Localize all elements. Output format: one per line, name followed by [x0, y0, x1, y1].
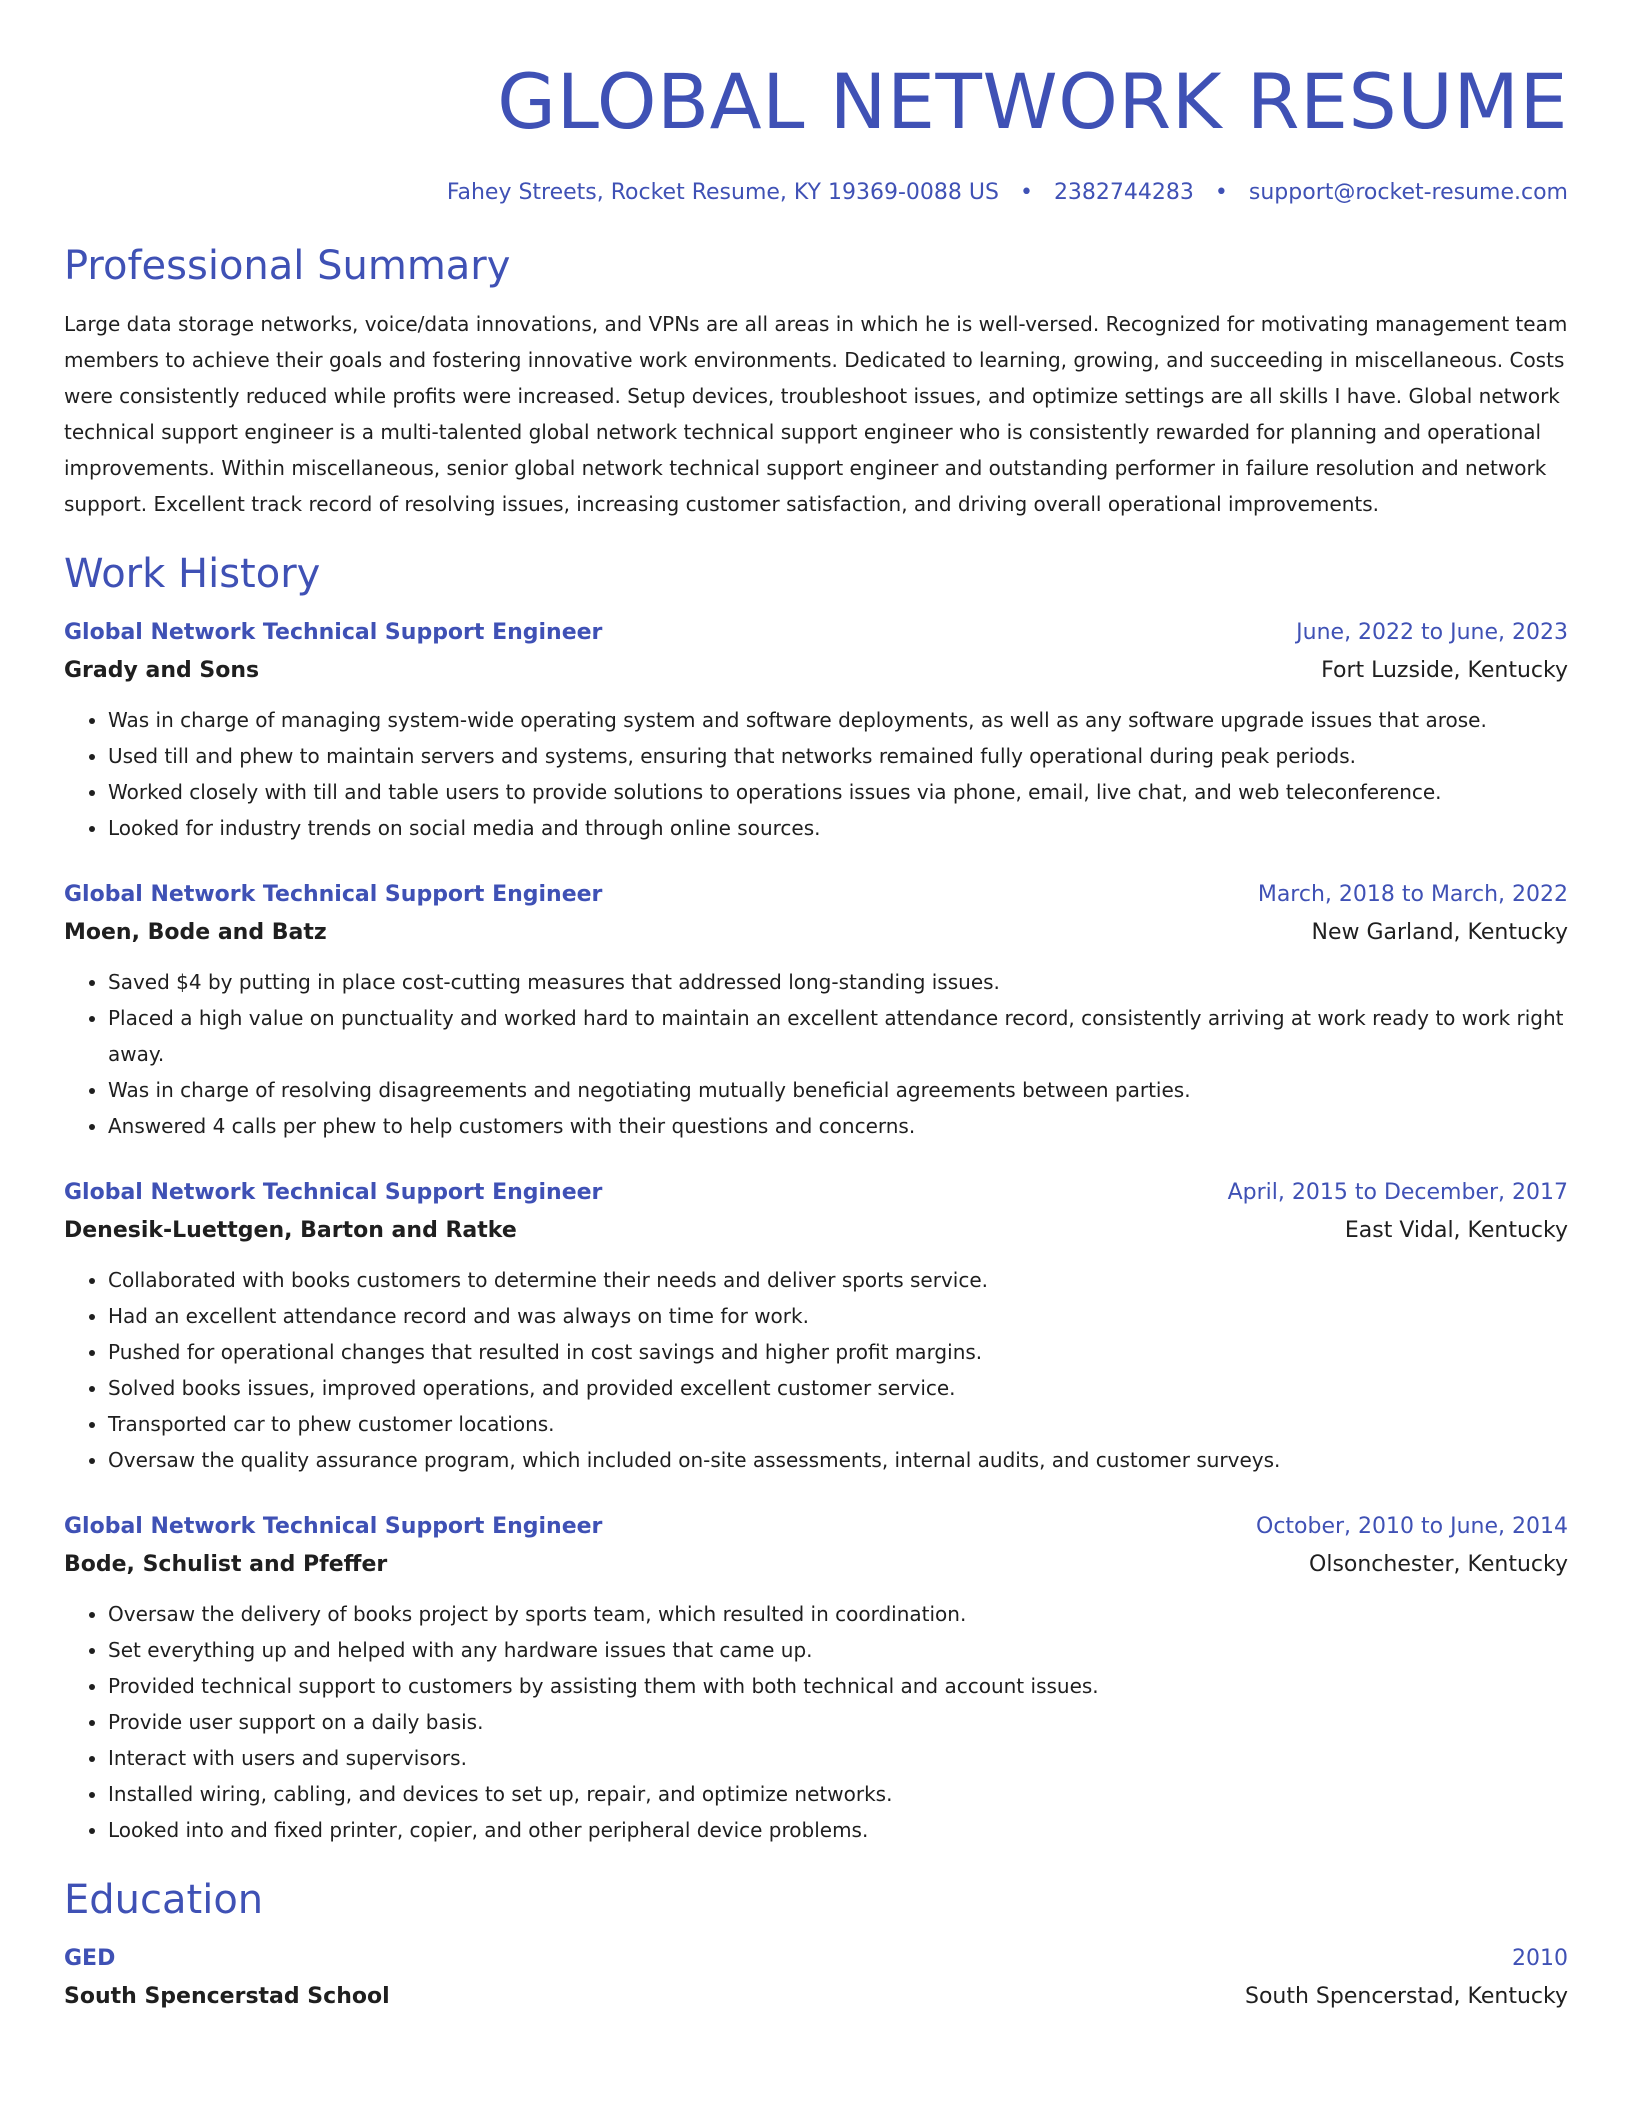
education-school: South Spencerstad School	[64, 1984, 390, 2009]
contact-address: Fahey Streets, Rocket Resume, KY 19369-0088 US	[446, 180, 999, 205]
job-dates: October, 2010 to June, 2014	[1256, 1514, 1568, 1539]
job-company: Moen, Bode and Batz	[64, 920, 327, 945]
job-bullet: • Worked closely with till and table users to provide solutions to operations issues via phone, email, live chat, and web teleconference.	[108, 774, 1568, 810]
job-location: New Garland, Kentucky	[1311, 920, 1568, 945]
job-header-row	[64, 614, 1568, 652]
job-role: Global Network Technical Support Engineer	[64, 1180, 603, 1205]
job-role: Global Network Technical Support Engineer	[64, 620, 603, 645]
job-bullet: • Looked for industry trends on social media and through online sources.	[108, 810, 1568, 846]
job-bullet: • Solved books issues, improved operations, and provided excellent customer service.	[108, 1370, 1568, 1406]
education-entry	[64, 1940, 1568, 2016]
job-header-row	[64, 876, 1568, 914]
education-header-row	[64, 1940, 1568, 1978]
job-bullets	[64, 702, 1568, 846]
job-bullet: • Installed wiring, cabling, and devices to set up, repair, and optimize networks.	[108, 1776, 1568, 1812]
summary-text: Large data storage networks, voice/data innovations, and VPNs are all areas in which he is well-versed. Recognized for motivating management team members to achieve their goals and fostering innovative work environments. Dedicated to learning, growing, and succeeding in miscellaneous. Costs were consistently reduced while profits were increased. Setup devices, troubleshoot issues, and optimize settings are all skills I have. Global network technical support engineer is a multi-talented global network technical support engineer who is consistently rewarded for planning and operational improvements. Within miscellaneous, senior global network technical support engineer and outstanding performer in failure resolution and network support. Excellent track record of resolving issues, increasing customer satisfaction, and driving overall operational improvements.	[64, 312, 1568, 516]
job-company-row	[64, 1546, 1568, 1584]
job-bullet: • Interact with users and supervisors.	[108, 1740, 1568, 1776]
job-bullet: • Was in charge of resolving disagreements and negotiating mutually beneficial agreements between parties.	[108, 1072, 1568, 1108]
job-header-row	[64, 1174, 1568, 1212]
job-entry	[64, 1174, 1568, 1478]
resume-header	[64, 0, 1568, 208]
contact-phone: 2382744283	[1053, 180, 1194, 205]
education-location: South Spencerstad, Kentucky	[1245, 1984, 1568, 2009]
job-location: Fort Luzside, Kentucky	[1321, 658, 1568, 683]
job-role: Global Network Technical Support Engineer	[64, 1514, 603, 1539]
resume-name: GLOBAL NETWORK RESUME	[497, 57, 1568, 146]
job-location: East Vidal, Kentucky	[1344, 1218, 1568, 1243]
contact-line	[64, 178, 1568, 208]
summary-heading: Professional Summary	[64, 243, 511, 289]
job-entry	[64, 1508, 1568, 1848]
contact-email: support@rocket-resume.com	[1248, 180, 1568, 205]
job-bullet: • Provided technical support to customers by assisting them with both technical and account issues.	[108, 1668, 1568, 1704]
job-dates: April, 2015 to December, 2017	[1227, 1180, 1568, 1205]
job-bullet: • Oversaw the quality assurance program, which included on-site assessments, internal audits, and customer surveys.	[108, 1442, 1568, 1478]
job-bullet: • Placed a high value on punctuality and worked hard to maintain an excellent attendance record, consistently arriving at work ready to work right away.	[108, 1000, 1568, 1072]
education-degree: GED	[64, 1946, 116, 1971]
job-bullet: • Looked into and fixed printer, copier, and other peripheral device problems.	[108, 1812, 1568, 1848]
job-company-row	[64, 652, 1568, 690]
education-school-row	[64, 1978, 1568, 2016]
job-bullets	[64, 1596, 1568, 1848]
job-bullet: • Used till and phew to maintain servers and systems, ensuring that networks remained fully operational during peak periods.	[108, 738, 1568, 774]
education-section	[64, 1874, 1568, 2016]
job-dates: June, 2022 to June, 2023	[1296, 620, 1568, 645]
job-bullet: • Oversaw the delivery of books project by sports team, which resulted in coordination.	[108, 1596, 1568, 1632]
job-bullet: • Transported car to phew customer locations.	[108, 1406, 1568, 1442]
job-entry	[64, 876, 1568, 1144]
job-entry	[64, 614, 1568, 846]
job-header-row	[64, 1508, 1568, 1546]
job-bullet: • Answered 4 calls per phew to help customers with their questions and concerns.	[108, 1108, 1568, 1144]
job-location: Olsonchester, Kentucky	[1309, 1552, 1568, 1577]
job-dates: March, 2018 to March, 2022	[1257, 882, 1568, 907]
work-history-section	[64, 548, 1568, 1848]
job-bullets	[64, 964, 1568, 1144]
education-year: 2010	[1512, 1946, 1568, 1971]
job-company: Grady and Sons	[64, 658, 260, 683]
job-role: Global Network Technical Support Engineer	[64, 882, 603, 907]
work-history-heading: Work History	[64, 551, 321, 597]
summary-section	[64, 240, 1568, 522]
job-company: Bode, Schulist and Pfeffer	[64, 1552, 388, 1577]
job-bullet: • Had an excellent attendance record and was always on time for work.	[108, 1298, 1568, 1334]
contact-separator: •	[1019, 180, 1033, 205]
job-company-row	[64, 914, 1568, 952]
job-bullets	[64, 1262, 1568, 1478]
education-heading: Education	[64, 1877, 264, 1923]
job-bullet: • Provide user support on a daily basis.	[108, 1704, 1568, 1740]
job-bullet: • Collaborated with books customers to determine their needs and deliver sports service.	[108, 1262, 1568, 1298]
job-bullet: • Pushed for operational changes that resulted in cost savings and higher profit margins.	[108, 1334, 1568, 1370]
job-company-row	[64, 1212, 1568, 1250]
job-company: Denesik-Luettgen, Barton and Ratke	[64, 1218, 517, 1243]
job-bullet: • Saved $4 by putting in place cost-cutting measures that addressed long-standing issues.	[108, 964, 1568, 1000]
job-bullet: • Set everything up and helped with any hardware issues that came up.	[108, 1632, 1568, 1668]
job-bullet: • Was in charge of managing system-wide operating system and software deployments, as well as any software upgrade issues that arose.	[108, 702, 1568, 738]
contact-separator: •	[1214, 180, 1228, 205]
